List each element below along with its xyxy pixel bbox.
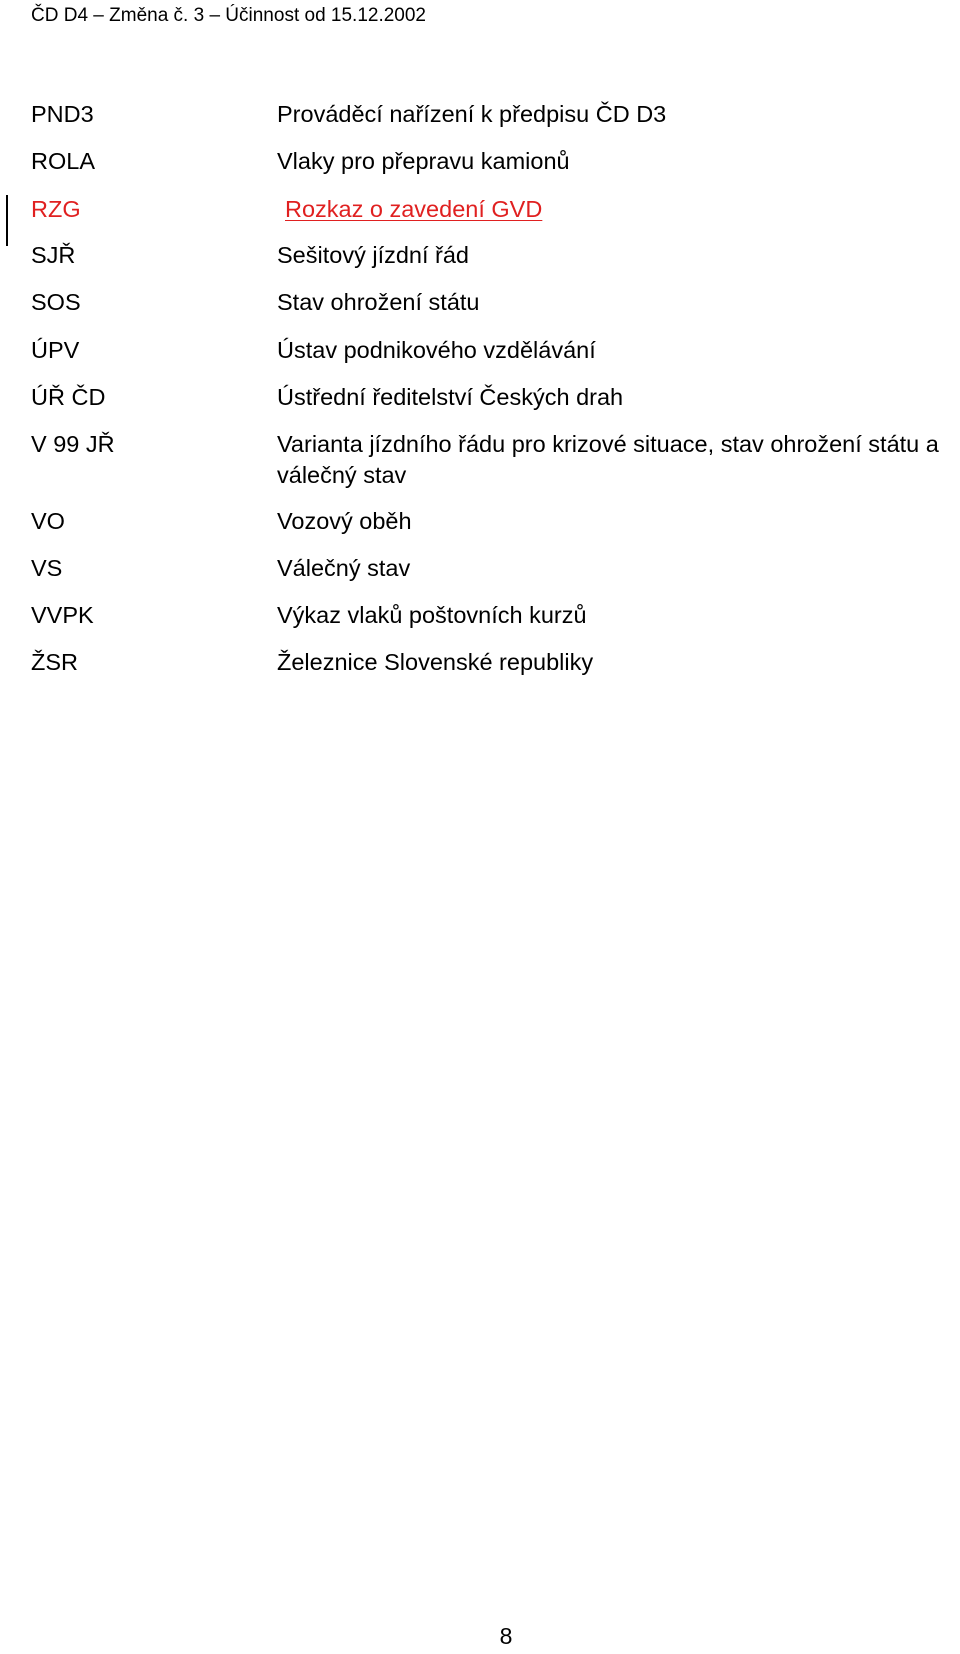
abbreviation-meaning: Sešitový jízdní řád [277, 242, 470, 268]
abbreviation: ŽSR [31, 649, 78, 675]
abbreviation: VS [31, 555, 63, 581]
abbreviation-meaning: Stav ohrožení státu [277, 289, 480, 315]
abbreviation-meaning: Výkaz vlaků poštovních kurzů [277, 602, 587, 628]
abbreviation: SJŘ [31, 242, 76, 268]
page-header: ČD D4 – Změna č. 3 – Účinnost od 15.12.2002 [31, 5, 427, 26]
rzg-link[interactable]: Rozkaz o zavedení GVD [285, 196, 543, 222]
abbreviation: SOS [31, 289, 81, 315]
page-number: 8 [499, 1623, 513, 1649]
abbreviation-meaning: Železnice Slovenské republiky [277, 649, 594, 675]
abbreviation-meaning: Vozový oběh [277, 508, 412, 534]
abbreviation: ROLA [31, 148, 95, 174]
abbreviation-meaning[interactable] [277, 194, 942, 225]
abbreviation: ÚŘ ČD [31, 384, 106, 410]
abbreviation-meaning: Vlaky pro přepravu kamionů [277, 148, 570, 174]
abbreviation: ÚPV [31, 337, 80, 363]
abbreviation-meaning: Prováděcí nařízení k předpisu ČD D3 [277, 101, 667, 127]
abbreviation-meaning: Válečný stav [277, 555, 411, 581]
abbreviation-meaning: Ústav podnikového vzdělávání [277, 337, 596, 363]
abbreviation: VO [31, 508, 65, 534]
change-bar [6, 195, 8, 246]
abbreviation: PND3 [31, 101, 94, 127]
abbreviation: VVPK [31, 602, 94, 628]
abbreviation: V 99 JŘ [31, 431, 115, 457]
abbreviation-meaning: Ústřední ředitelství Českých drah [277, 384, 624, 410]
abbreviation-meaning: Varianta jízdního řádu pro krizové situace, stav ohrožení státu a válečný stav [277, 431, 939, 488]
abbreviation[interactable]: RZG [31, 196, 81, 222]
